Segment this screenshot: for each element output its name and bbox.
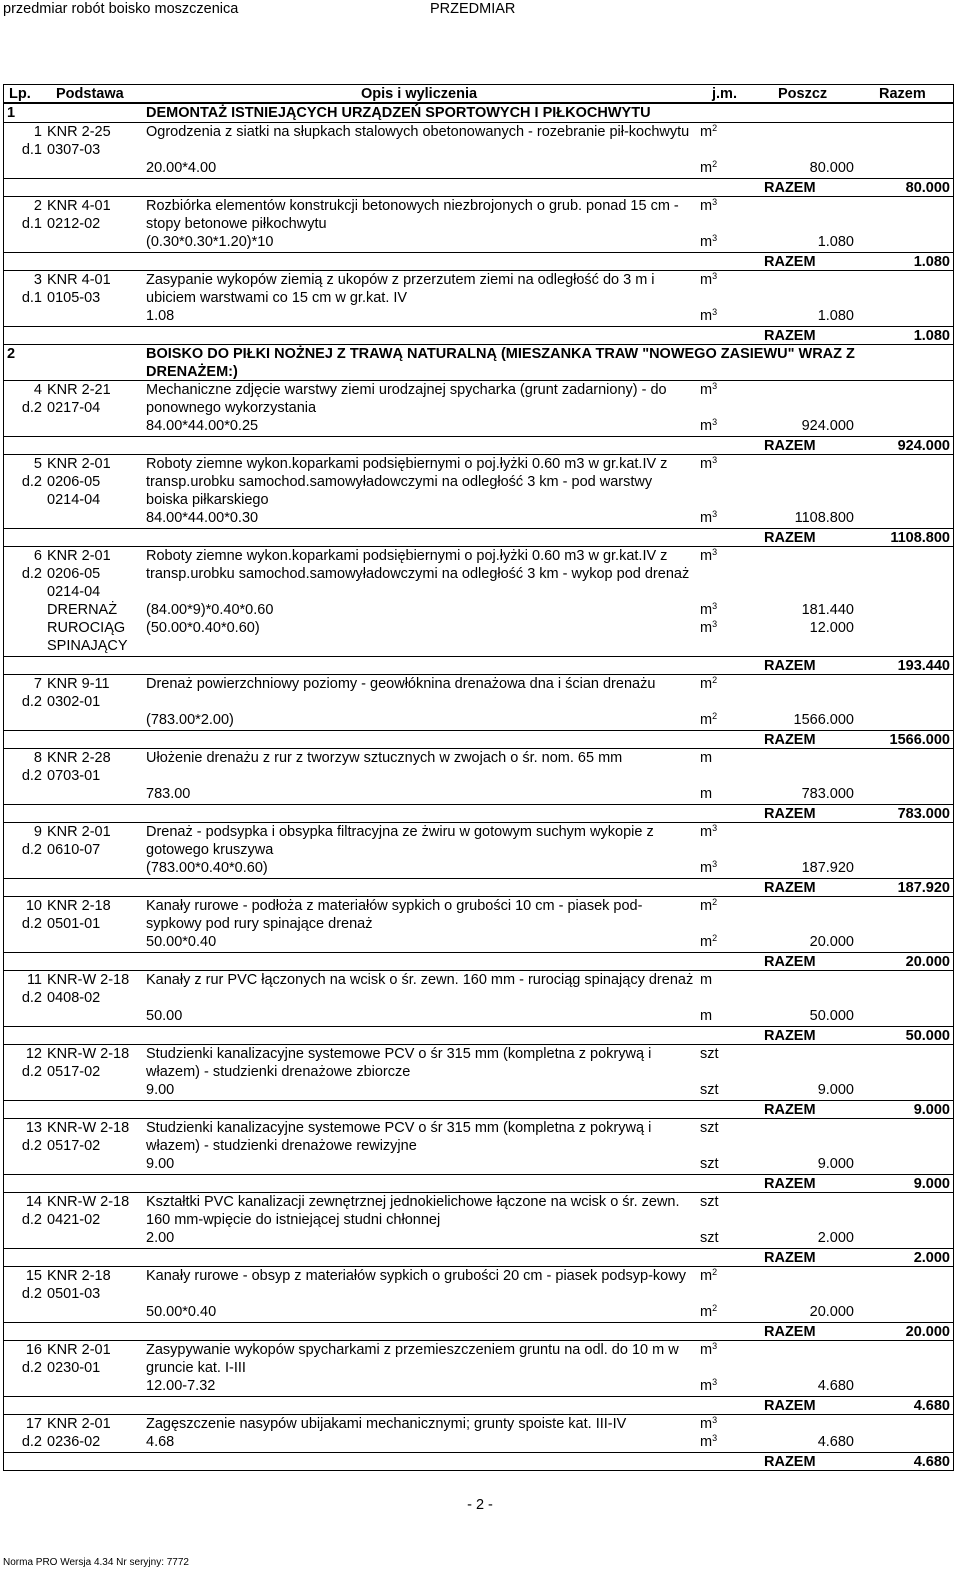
item-chapter: d.1 [21, 142, 42, 158]
razem-label: RAZEM [764, 1250, 816, 1266]
razem-label: RAZEM [764, 438, 816, 454]
item-basis: SPINAJĄCY [47, 638, 128, 654]
item-description: Drenaż powierzchniowy poziomy - geowłóknina drenażowa dna i ścian drenażu [146, 676, 656, 692]
calc-expression: (783.00*0.40*0.60) [146, 860, 268, 876]
item-number: 1 [33, 124, 42, 140]
calc-unit: $m^3$ [700, 509, 718, 526]
item-description: Ogrodzenia z siatki na słupkach stalowych obetonowanych - rozebranie pił-kochwytu [146, 124, 690, 140]
item-chapter: d.2 [21, 694, 42, 710]
item-description: Drenaż - podsypka i obsypka filtracyjna ze żwiru w gotowym suchym wykopie z gotowego kruszywa [146, 824, 654, 858]
item-unit: $m^3$ [700, 1341, 718, 1358]
item-description: Zasypywanie wykopów spycharkami z przemieszczeniem gruntu na odl. do 10 m w gruncie kat. I-III [146, 1342, 679, 1376]
calc-value: 1.080 [817, 234, 854, 250]
calc-expression: 9.00 [146, 1156, 175, 1172]
razem-value: 9.000 [913, 1176, 950, 1192]
razem-label: RAZEM [764, 658, 816, 674]
item-number: 5 [33, 456, 42, 472]
calc-expression: 2.00 [146, 1230, 175, 1246]
razem-value: 924.000 [897, 438, 950, 454]
item-chapter: d.2 [21, 1064, 42, 1080]
calc-unit: $m^2$ [700, 159, 718, 176]
razem-value: 9.000 [913, 1102, 950, 1118]
item-basis: KNR 4-01 [47, 272, 111, 288]
razem-value: 20.000 [905, 954, 950, 970]
calc-value: 20.000 [809, 934, 854, 950]
page-number: - 2 - [467, 1497, 493, 1513]
razem-label: RAZEM [764, 1028, 816, 1044]
item-basis: 0408-02 [47, 990, 101, 1006]
item-description: Studzienki kanalizacyjne systemowe PCV o śr 315 mm (kompletna z pokrywą i włazem) - studzienki drenażowe rewizyjne [146, 1120, 652, 1154]
item-description: Ułożenie drenażu z rur z tworzyw sztucznych w zwojach o śr. nom. 65 mm [146, 750, 623, 766]
calc-value: 80.000 [809, 160, 854, 176]
col-razem: Razem [879, 86, 926, 102]
item-chapter: d.2 [21, 990, 42, 1006]
item-chapter: d.2 [21, 1360, 42, 1376]
calc-unit: $m^3$ [700, 1377, 718, 1394]
item-basis: KNR 2-01 [47, 548, 111, 564]
item-number: 10 [25, 898, 42, 914]
calc-unit: m [700, 786, 713, 802]
razem-label: RAZEM [764, 806, 816, 822]
calc-expression: (50.00*0.40*0.60) [146, 620, 260, 636]
item-chapter: d.2 [21, 474, 42, 490]
item-number: 2 [33, 198, 42, 214]
razem-label: RAZEM [764, 1102, 816, 1118]
item-chapter: d.1 [21, 216, 42, 232]
section-title: BOISKO DO PIŁKI NOŻNEJ Z TRAWĄ NATURALNĄ (MIESZANKA TRAW "NOWEGO ZASIEWU" WRAZ Z DRENAŻEM:) [146, 346, 855, 380]
calc-value: 783.000 [801, 786, 854, 802]
calc-unit: $m^3$ [700, 1433, 718, 1450]
item-number: 13 [25, 1120, 42, 1136]
item-row [4, 454, 953, 546]
item-basis: KNR 2-01 [47, 824, 111, 840]
calc-expression: 84.00*44.00*0.25 [146, 418, 259, 434]
calc-expression: 50.00*0.40 [146, 934, 217, 950]
item-basis: KNR 2-25 [47, 124, 111, 140]
calc-value: 20.000 [809, 1304, 854, 1320]
item-number: 12 [25, 1046, 42, 1062]
item-description: Rozbiórka elementów konstrukcji betonowych niezbrojonych o grub. ponad 15 cm - stopy betonowe piłkochwytu [146, 198, 679, 232]
item-unit: szt [700, 1194, 719, 1210]
section-row [4, 104, 953, 122]
item-basis: KNR 2-18 [47, 898, 111, 914]
item-row [4, 1414, 953, 1470]
estimate-table [3, 84, 954, 1471]
item-chapter: d.2 [21, 768, 42, 784]
razem-label: RAZEM [764, 954, 816, 970]
item-number: 14 [25, 1194, 42, 1210]
calc-expression: 12.00-7.32 [146, 1378, 216, 1394]
calc-unit: szt [700, 1082, 719, 1098]
document-type: PRZEDMIAR [430, 1, 516, 17]
razem-value: 1.080 [913, 254, 950, 270]
item-number: 8 [33, 750, 42, 766]
item-unit: $m^3$ [700, 455, 718, 472]
item-basis: 0517-02 [47, 1064, 101, 1080]
section-title: DEMONTAŻ ISTNIEJĄCYCH URZĄDZEŃ SPORTOWYCH I PIŁKOCHWYTU [146, 105, 651, 121]
item-unit: $m^3$ [700, 823, 718, 840]
item-basis: 0610-07 [47, 842, 101, 858]
item-row [4, 270, 953, 344]
item-description: Mechaniczne zdjęcie warstwy ziemi urodzajnej spycharka (grunt zadarniony) - do ponownego wykorzystania [146, 382, 667, 416]
item-unit: $m^2$ [700, 1267, 718, 1284]
calc-value: 181.440 [801, 602, 854, 618]
razem-label: RAZEM [764, 1176, 816, 1192]
section-row [4, 344, 953, 380]
item-basis: 0302-01 [47, 694, 101, 710]
item-basis: 0214-04 [47, 584, 101, 600]
razem-value: 2.000 [913, 1250, 950, 1266]
calc-unit: szt [700, 1230, 719, 1246]
item-row [4, 1340, 953, 1414]
calc-value: 9.000 [817, 1082, 854, 1098]
razem-value: 783.000 [897, 806, 950, 822]
item-basis: 0105-03 [47, 290, 101, 306]
item-basis: DRERNAŻ [47, 602, 118, 618]
item-unit: $m^2$ [700, 675, 718, 692]
item-chapter: d.2 [21, 400, 42, 416]
calc-unit: $m^3$ [700, 307, 718, 324]
item-row [4, 1044, 953, 1118]
item-basis: 0206-05 [47, 566, 101, 582]
table-header [4, 85, 953, 104]
item-basis: 0206-05 [47, 474, 101, 490]
item-unit: $m^3$ [700, 271, 718, 288]
item-description: Zasypanie wykopów ziemią z ukopów z przerzutem ziemi na odległość do 3 m i ubiciem warstwami co 15 cm w gr.kat. IV [146, 272, 655, 306]
item-basis: 0212-02 [47, 216, 101, 232]
item-description: Kanały rurowe - podłoża z materiałów sypkich o grubości 10 cm - piasek pod-sypkowy pod rury spinające drenaż [146, 898, 643, 932]
calc-value: 2.000 [817, 1230, 854, 1246]
item-basis: KNR-W 2-18 [47, 1046, 130, 1062]
calc-unit: szt [700, 1156, 719, 1172]
item-number: 17 [25, 1416, 42, 1432]
calc-expression: (0.30*0.30*1.20)*10 [146, 234, 274, 250]
calc-value: 187.920 [801, 860, 854, 876]
item-basis: 0501-01 [47, 916, 101, 932]
item-row [4, 1118, 953, 1192]
section-number: 2 [7, 346, 16, 362]
item-chapter: d.2 [21, 1434, 42, 1450]
item-description: Kształtki PVC kanalizacji zewnętrznej jednokielichowe łączone na wcisk o śr. zewn. 160 mm-wpięcie do istniejącej studni chłonnej [146, 1194, 680, 1228]
calc-expression: (783.00*2.00) [146, 712, 234, 728]
item-basis: KNR-W 2-18 [47, 1120, 130, 1136]
razem-label: RAZEM [764, 180, 816, 196]
calc-value: 1108.800 [794, 510, 854, 526]
item-row [4, 380, 953, 454]
item-basis: KNR 2-01 [47, 1416, 111, 1432]
razem-value: 20.000 [905, 1324, 950, 1340]
razem-value: 1.080 [913, 328, 950, 344]
razem-value: 4.680 [913, 1398, 950, 1414]
item-description: Roboty ziemne wykon.koparkami podsiębiernymi o poj.łyżki 0.60 m3 w gr.kat.IV z transp.urobku samochod.samowyładowczymi na odległość 3 km - wykop pod drenaż [146, 548, 690, 582]
razem-value: 193.440 [897, 658, 950, 674]
page-header [0, 0, 960, 20]
item-number: 11 [26, 972, 42, 988]
item-basis: 0217-04 [47, 400, 101, 416]
item-basis: KNR 9-11 [47, 676, 110, 692]
calc-unit: m [700, 1008, 713, 1024]
calc-unit: $m^3$ [700, 417, 718, 434]
calc-value: 4.680 [817, 1378, 854, 1394]
item-unit: szt [700, 1046, 719, 1062]
item-row [4, 896, 953, 970]
item-basis: KNR 2-01 [47, 456, 111, 472]
item-unit: $m^2$ [700, 897, 718, 914]
calc-value: 924.000 [801, 418, 854, 434]
razem-label: RAZEM [764, 880, 816, 896]
item-row [4, 1266, 953, 1340]
col-opis: Opis i wyliczenia [361, 86, 478, 102]
item-description: Kanały z rur PVC łączonych na wcisk o śr. zewn. 160 mm - rurociąg spinający drenaż [146, 972, 694, 988]
calc-unit: $m^2$ [700, 1303, 718, 1320]
item-basis: KNR-W 2-18 [47, 972, 130, 988]
item-row [4, 822, 953, 896]
item-chapter: d.2 [21, 1212, 42, 1228]
footer: Norma PRO Wersja 4.34 Nr seryjny: 7772 [3, 1557, 189, 1568]
calc-value: 4.680 [817, 1434, 854, 1450]
razem-value: 187.920 [897, 880, 950, 896]
calc-expression: 783.00 [146, 786, 191, 802]
col-poszcz: Poszcz [778, 86, 828, 102]
item-chapter: d.2 [21, 1286, 42, 1302]
item-basis: 0421-02 [47, 1212, 101, 1228]
col-jm: j.m. [712, 86, 737, 102]
item-basis: 0703-01 [47, 768, 101, 784]
section-number: 1 [7, 105, 16, 121]
item-basis: KNR 2-01 [47, 1342, 111, 1358]
item-row [4, 674, 953, 748]
calc-expression: (84.00*9)*0.40*0.60 [146, 602, 274, 618]
item-number: 3 [33, 272, 42, 288]
razem-value: 1566.000 [889, 732, 950, 748]
item-unit: m [700, 750, 713, 766]
calc-expression: 9.00 [146, 1082, 175, 1098]
calc-value: 9.000 [817, 1156, 854, 1172]
item-basis: 0214-04 [47, 492, 101, 508]
item-number: 16 [25, 1342, 42, 1358]
item-number: 7 [33, 676, 42, 692]
calc-unit: $m^3$ [700, 859, 718, 876]
razem-value: 80.000 [905, 180, 950, 196]
calc-unit: $m^3$ [700, 233, 718, 250]
razem-value: 50.000 [905, 1028, 950, 1044]
col-lp: Lp. [9, 86, 31, 102]
document-title: przedmiar robót boisko moszczenica [3, 1, 239, 17]
item-unit: $m^2$ [700, 123, 718, 140]
item-row [4, 970, 953, 1044]
item-chapter: d.1 [21, 290, 42, 306]
item-unit: szt [700, 1120, 719, 1136]
item-basis: KNR-W 2-18 [47, 1194, 130, 1210]
calc-expression: 50.00 [146, 1008, 183, 1024]
item-unit: $m^3$ [700, 547, 718, 564]
item-row [4, 196, 953, 270]
item-number: 15 [25, 1268, 42, 1284]
calc-expression: 84.00*44.00*0.30 [146, 510, 259, 526]
item-number: 4 [33, 382, 42, 398]
item-unit: m [700, 972, 713, 988]
item-number: 9 [33, 824, 42, 840]
razem-label: RAZEM [764, 732, 816, 748]
calc-expression: 50.00*0.40 [146, 1304, 217, 1320]
item-basis: 0230-01 [47, 1360, 101, 1376]
razem-label: RAZEM [764, 328, 816, 344]
item-basis: 0501-03 [47, 1286, 101, 1302]
item-description: Studzienki kanalizacyjne systemowe PCV o śr 315 mm (kompletna z pokrywą i włazem) - studzienki drenażowe zbiorcze [146, 1046, 652, 1080]
razem-label: RAZEM [764, 1324, 816, 1340]
item-basis: RUROCIĄG [47, 620, 126, 636]
razem-value: 1108.800 [890, 530, 950, 546]
item-unit: $m^3$ [700, 197, 718, 214]
item-row [4, 748, 953, 822]
item-basis: 0236-02 [47, 1434, 101, 1450]
item-description: Kanały rurowe - obsyp z materiałów sypkich o grubości 20 cm - piasek podsyp-kowy [146, 1268, 686, 1284]
calc-value: 50.000 [809, 1008, 854, 1024]
item-basis: 0307-03 [47, 142, 101, 158]
item-number: 6 [33, 548, 42, 564]
razem-label: RAZEM [764, 530, 816, 546]
item-basis: 0517-02 [47, 1138, 101, 1154]
item-basis: KNR 2-28 [47, 750, 111, 766]
calc-unit: $m^2$ [700, 711, 718, 728]
item-basis: KNR 2-18 [47, 1268, 111, 1284]
item-basis: KNR 2-21 [47, 382, 111, 398]
calc-expression: 1.08 [146, 308, 175, 324]
calc-expression: 20.00*4.00 [146, 160, 217, 176]
item-chapter: d.2 [21, 1138, 42, 1154]
item-basis: KNR 4-01 [47, 198, 111, 214]
table-body [4, 104, 953, 1470]
calc-unit: $m^3$ [700, 601, 718, 618]
item-row [4, 1192, 953, 1266]
col-podstawa: Podstawa [56, 86, 124, 102]
calc-unit: $m^2$ [700, 933, 718, 950]
item-description: Roboty ziemne wykon.koparkami podsiębiernymi o poj.łyżki 0.60 m3 w gr.kat.IV z transp.urobku samochod.samowyładowczymi na odległość 3 km - pod warstwy boiska piłkarskiego [146, 456, 668, 508]
razem-label: RAZEM [764, 1398, 816, 1414]
razem-label: RAZEM [764, 254, 816, 270]
calc-unit: $m^3$ [700, 619, 718, 636]
item-chapter: d.2 [21, 916, 42, 932]
razem-value: 4.680 [913, 1454, 950, 1470]
item-description: Zagęszczenie nasypów ubijakami mechanicznymi; grunty spoiste kat. III-IV [146, 1416, 627, 1432]
calc-value: 1.080 [817, 308, 854, 324]
item-chapter: d.2 [21, 842, 42, 858]
item-row [4, 122, 953, 196]
calc-expression: 4.68 [146, 1434, 175, 1450]
item-chapter: d.2 [21, 566, 42, 582]
razem-label: RAZEM [764, 1454, 816, 1470]
calc-value: 1566.000 [793, 712, 854, 728]
item-unit: $m^3$ [700, 1415, 718, 1432]
item-row [4, 546, 953, 674]
calc-value: 12.000 [809, 620, 854, 636]
item-unit: $m^3$ [700, 381, 718, 398]
